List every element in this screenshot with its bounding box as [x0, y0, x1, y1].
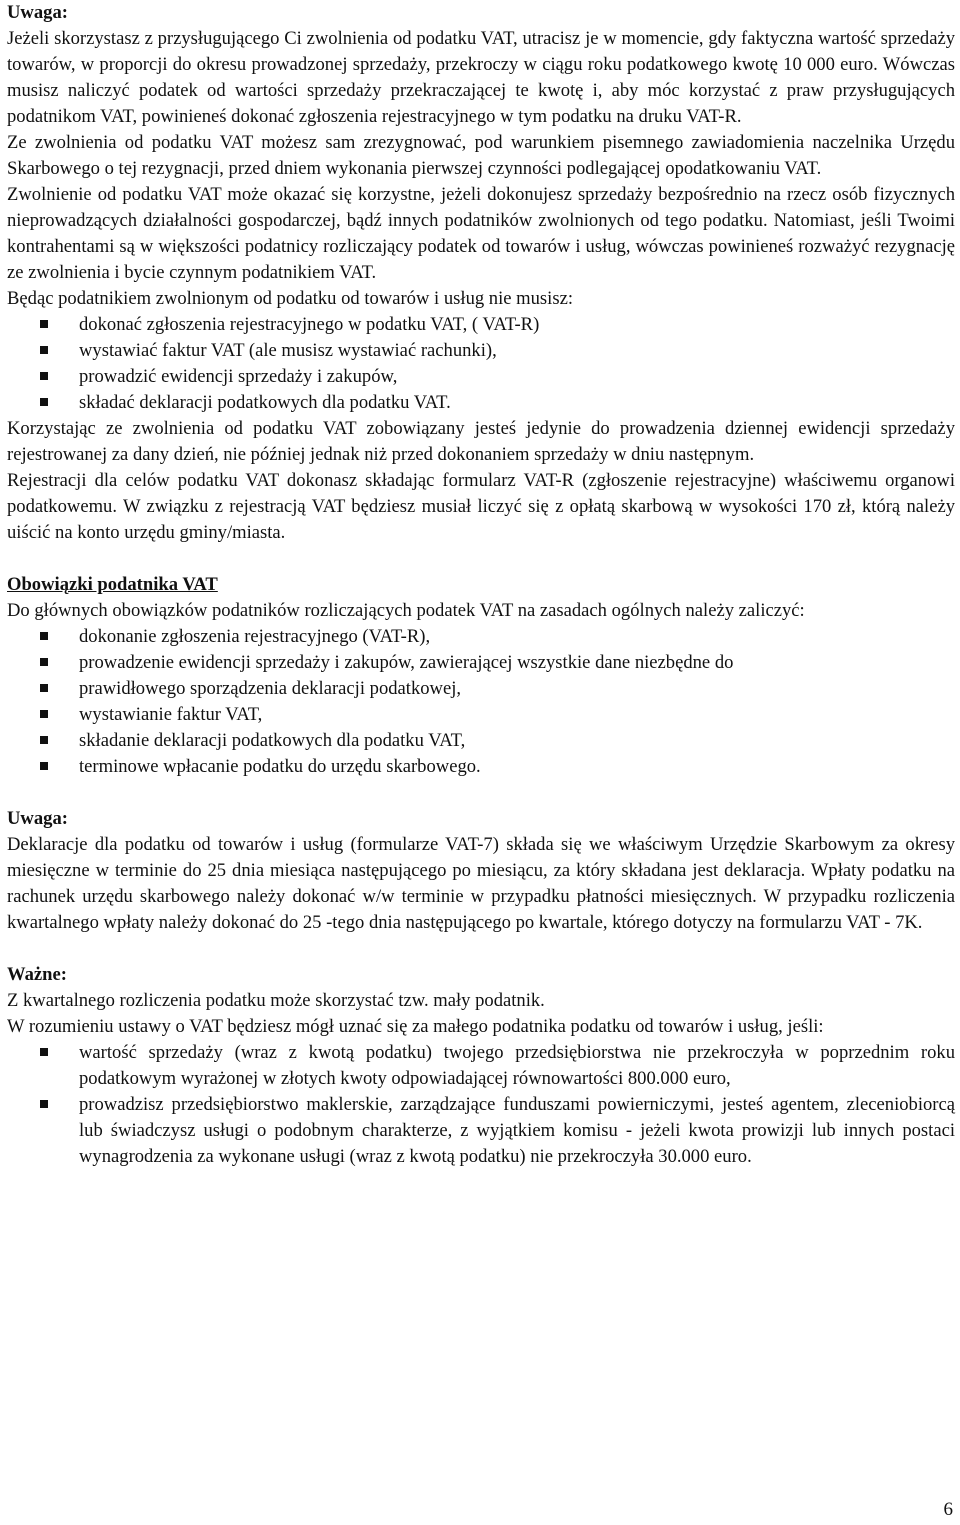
paragraph-registration: Rejestracji dla celów podatku VAT dokonasz składając formularz VAT-R (zgłoszenie rejestracyjne) właściwemu organowi podatkowemu. W związku z rejestracją VAT będziesz musiał liczyć się z opłatą skarbową w wysokości 170 zł, którą należy uiścić na konto urzędu gminy/miasta. [7, 470, 955, 543]
square-bullet-icon [40, 710, 48, 718]
exempt-obligations-list [7, 312, 955, 416]
list-item: składać deklaracji podatkowych dla podatku VAT. [7, 390, 955, 416]
square-bullet-icon [40, 372, 48, 380]
square-bullet-icon [40, 632, 48, 640]
square-bullet-icon [40, 346, 48, 354]
list-item: prowadzisz przedsiębiorstwo maklerskie, zarządzające funduszami powierniczymi, jesteś agentem, zleceniobiorcą lub świadczysz usługi o podobnym charakterze, z wyjątkiem komisu - jeżeli kwota prowizji lub innych postaci wynagrodzenia za wykonane usługi (wraz z kwotą podatku) nie przekroczyła 30.000 euro. [7, 1092, 955, 1170]
small-taxpayer-conditions-list [7, 1040, 955, 1170]
square-bullet-icon [40, 658, 48, 666]
square-bullet-icon [40, 684, 48, 692]
list-item: prowadzić ewidencji sprzedaży i zakupów, [7, 364, 955, 390]
paragraph-daily-register: Korzystając ze zwolnienia od podatku VAT zobowiązany jesteś jedynie do prowadzenia dziennej ewidencji sprzedaży rejestrowanej za dany dzień, nie później jednak niż przed dokonaniem sprzedaży w dniu następnym. [7, 418, 955, 465]
list-item: prowadzenie ewidencji sprzedaży i zakupów, zawierającej wszystkie dane niezbędne do [7, 650, 955, 676]
note-heading-1: Uwaga: [7, 2, 68, 23]
list-item: wystawianie faktur VAT, [7, 702, 955, 728]
square-bullet-icon [40, 762, 48, 770]
document-body [7, 0, 955, 1170]
square-bullet-icon [40, 736, 48, 744]
paragraph-resignation: Ze zwolnienia od podatku VAT możesz sam zrezygnować, pod warunkiem pisemnego zawiadomienia naczelnika Urzędu Skarbowego o tej rezygnacji, przed dniem wykonania pierwszej czynności podlegającej opodatkowaniu VAT. [7, 132, 955, 179]
paragraph-benefits: Zwolnienie od podatku VAT może okazać się korzystne, jeżeli dokonujesz sprzedaży bezpośrednio na rzecz osób fizycznych nieprowadzących działalności gospodarczej, bądź innych podatników zwolnionych od tego podatku. Natomiast, jeśli Twoimi kontrahentami są w większości podatnicy rozliczający podatek od towarów i usług, wówczas powinieneś rozważyć rezygnację ze zwolnienia i bycie czynnym podatnikiem VAT. [7, 184, 955, 283]
square-bullet-icon [40, 398, 48, 406]
page-number: 6 [943, 1499, 953, 1520]
list-item: wystawiać faktur VAT (ale musisz wystawiać rachunki), [7, 338, 955, 364]
section-heading-obligations: Obowiązki podatnika VAT [7, 574, 218, 595]
square-bullet-icon [40, 1048, 48, 1056]
paragraph-obligations-intro: Do głównych obowiązków podatników rozliczających podatek VAT na zasadach ogólnych należy zaliczyć: [7, 600, 805, 621]
taxpayer-obligations-list [7, 624, 955, 780]
note-heading-2: Uwaga: [7, 808, 68, 829]
paragraph-exemption-loss: Jeżeli skorzystasz z przysługującego Ci zwolnienia od podatku VAT, utracisz je w momencie, gdy faktyczna wartość sprzedaży towarów, w proporcji do okresu prowadzonej sprzedaży, przekroczy w ciągu roku podatkowego kwotę 10 000 euro. Wówczas musisz naliczyć podatek od wartości sprzedaży przekraczającej te kwotę i, aby móc korzystać z praw przysługujących podatnikom VAT, powinieneś dokonać zgłoszenia rejestracyjnego w tym podatku na druku VAT-R. [7, 28, 955, 127]
list-item: terminowe wpłacanie podatku do urzędu skarbowego. [7, 754, 955, 780]
paragraph-small-taxpayer: Z kwartalnego rozliczenia podatku może skorzystać tzw. mały podatnik. [7, 990, 545, 1011]
paragraph-exempt-intro: Będąc podatnikiem zwolnionym od podatku od towarów i usług nie musisz: [7, 288, 573, 309]
list-item: prawidłowego sporządzenia deklaracji podatkowej, [7, 676, 955, 702]
list-item: dokonać zgłoszenia rejestracyjnego w podatku VAT, ( VAT-R) [7, 312, 955, 338]
paragraph-small-taxpayer-definition: W rozumieniu ustawy o VAT będziesz mógł uznać się za małego podatnika podatku od towarów i usług, jeśli: [7, 1016, 824, 1037]
list-item: składanie deklaracji podatkowych dla podatku VAT, [7, 728, 955, 754]
square-bullet-icon [40, 320, 48, 328]
square-bullet-icon [40, 1100, 48, 1108]
paragraph-declarations: Deklaracje dla podatku od towarów i usług (formularze VAT-7) składa się we właściwym Urzędzie Skarbowym za okresy miesięczne w terminie do 25 dnia miesiąca następującego po miesiącu, za który składana jest deklaracja. Wpłaty podatku na rachunek urzędu skarbowego należy dokonać w/w terminie w przypadku płatności miesięcznych. W przypadku rozliczenia kwartalnego wpłaty należy dokonać do 25 -tego dnia następującego po kwartale, którego dotyczy na formularzu VAT - 7K. [7, 834, 955, 933]
list-item: dokonanie zgłoszenia rejestracyjnego (VAT-R), [7, 624, 955, 650]
important-heading: Ważne: [7, 964, 67, 985]
list-item: wartość sprzedaży (wraz z kwotą podatku) twojego przedsiębiorstwa nie przekroczyła w poprzednim roku podatkowym wyrażonej w złotych kwoty odpowiadającej równowartości 800.000 euro, [7, 1040, 955, 1092]
